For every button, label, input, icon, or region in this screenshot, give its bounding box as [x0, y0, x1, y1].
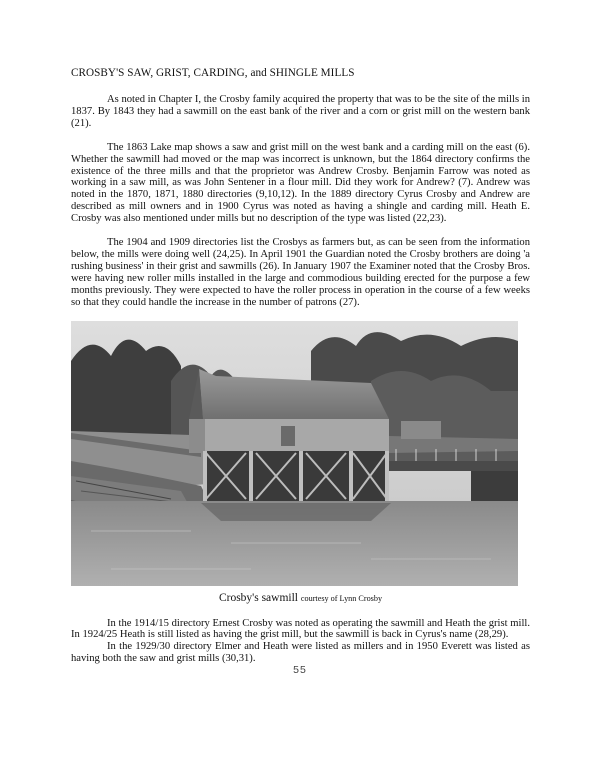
paragraph-3: The 1904 and 1909 directories list the Crosbys as farmers but, as can be seen from the information below, the mills were doing well (24,25). In April 1901 the Guardian noted the Crosby brothers are doing 'a rushing business' in their grist and sawmills (26). In January 1907 the Examiner noted that the Crosby Bros. were having new roller mills installed in the large and commodious building erected for the purpose a few months previously. They were expected to have the roller process in operation in the course of a few weeks so that they could handle the increase in the number of patrons (27). — [71, 237, 530, 308]
caption-title: Crosby's sawmill — [218, 591, 298, 604]
paragraph-2: The 1863 Lake map shows a saw and grist mill on the west bank and a carding mill on the east (6). Whether the sawmill had moved or the map was incorrect is unknown, but the 1864 directory confirms the existence of the three mills and that the proprietor was Andrew Crosby. Benjamin Farrow was noted as working in a saw mill, as was John Sentener in a flour mill. Did they work for Andrew? (7). Andrew was noted in the 1870, 1871, 1880 directories (9,10,12). In the 1889 directory Cyrus Crosby and Andrew are described as mill owners and in 1900 Cyrus was noted as having a shingle and carding mill. Heath E. Crosby was also mentioned under mills but no description of the type was listed (22,23). — [71, 141, 530, 225]
page-number: 55 — [293, 664, 307, 676]
caption-credit: courtesy of Lynn Crosby — [300, 593, 383, 603]
paragraph-1: As noted in Chapter I, the Crosby family acquired the property that was to be the site of the mills in 1837. By 1843 they had a sawmill on the east bank of the river and a corn or grist mill on the western bank (21). — [71, 94, 530, 129]
page-content — [71, 66, 530, 665]
section-heading: CROSBY'S SAW, GRIST, CARDING, and SHINGLE MILLS — [71, 67, 355, 79]
paragraph-5: In the 1929/30 directory Elmer and Heath were listed as millers and in 1950 Everett was listed as having both the saw and grist mills (30,31). — [71, 641, 530, 665]
photo-caption — [71, 591, 530, 606]
sawmill-photo — [71, 321, 518, 586]
paragraph-4: In the 1914/15 directory Ernest Crosby was noted as operating the sawmill and Heath the grist mill. In 1924/25 Heath is still listed as having the grist mill, but the sawmill is back in Cyrus's name (28,29). — [71, 617, 530, 641]
